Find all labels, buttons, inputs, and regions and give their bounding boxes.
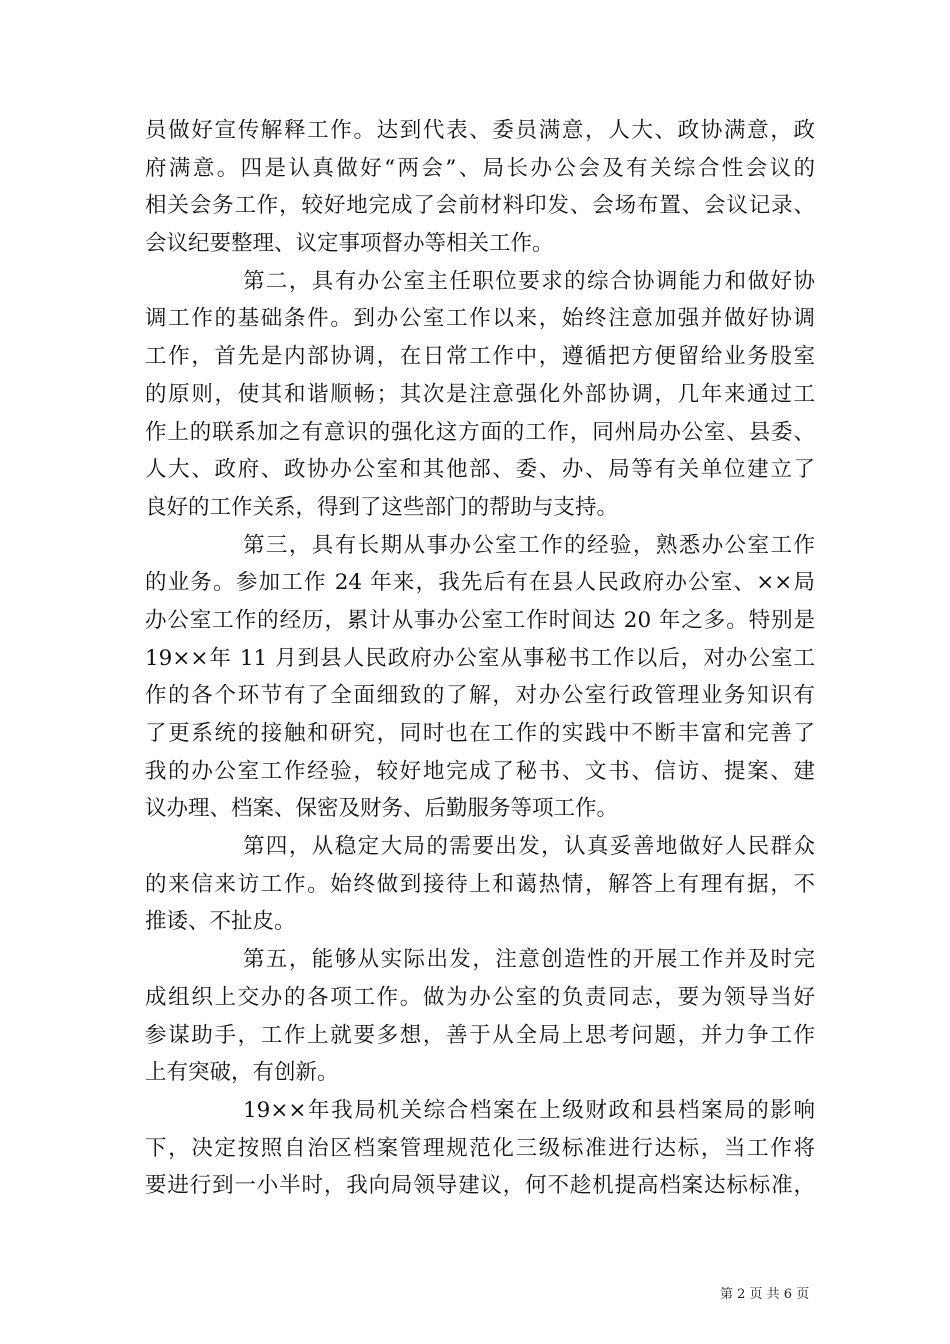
text-line: 作上的联系加之有意识的强化这方面的工作，同州局办公室、县委、 [145,419,815,445]
text-line: 第二，具有办公室主任职位要求的综合协调能力和做好协 [243,268,815,294]
text-line: 了更系统的接触和研究，同时也在工作的实践中不断丰富和完善了 [145,721,815,746]
text-line: 会议纪要整理、议定事项督办等相关工作。 [145,231,554,257]
text-line: 我的办公室工作经验，较好地完成了秘书、文书、信访、提案、建 [145,758,815,784]
text-line: 推诿、不扯皮。 [145,909,296,935]
text-line: 府满意。四是认真做好“两会”、局长办公会及有关综合性会议的 [145,155,815,181]
text-line: 第四，从稳定大局的需要出发，认真妥善地做好人民群众 [243,834,815,860]
text-line: 办公室工作的经历，累计从事办公室工作时间达 20 年之多。特别是 [145,607,815,633]
page-number: 第 2 页 共 6 页 [720,1287,810,1302]
text-line: 的原则，使其和谐顺畅；其次是注意强化外部协调，几年来通过工 [145,381,815,407]
body-text [145,112,815,1205]
text-line: 第三，具有长期从事办公室工作的经验，熟悉办公室工作 [243,532,815,558]
text-line: 工作，首先是内部协调，在日常工作中，遵循把方便留给业务股室 [145,344,815,370]
text-line: 相关会务工作，较好地完成了会前材料印发、会场布置、会议记录、 [145,193,815,219]
text-line: 第五，能够从实际出发，注意创造性的开展工作并及时完 [243,947,815,973]
text-line: 成组织上交办的各项工作。做为办公室的负责同志，要为领导当好 [145,984,815,1010]
text-line: 作的各个环节有了全面细致的了解，对办公室行政管理业务知识有 [145,683,815,709]
text-line: 19××年 11 月到县人民政府办公室从事秘书工作以后，对办公室工 [145,645,815,671]
text-line: 人大、政府、政协办公室和其他部、委、办、局等有关单位建立了 [145,457,815,483]
text-line: 员做好宣传解释工作。达到代表、委员满意，人大、政协满意，政 [145,118,815,143]
text-line: 要进行到一小半时，我向局领导建议，何不趁机提高档案达标标准， [145,1173,815,1199]
text-line: 下，决定按照自治区档案管理规范化三级标准进行达标，当工作将 [145,1135,815,1161]
text-line: 的来信来访工作。始终做到接待上和蔼热情，解答上有理有据，不 [145,871,815,897]
text-line: 调工作的基础条件。到办公室工作以来，始终注意加强并做好协调 [145,306,815,332]
text-line: 的业务。参加工作 24 年来，我先后有在县人民政府办公室、××局 [145,570,815,596]
text-line: 议办理、档案、保密及财务、后勤服务等项工作。 [145,796,619,822]
text-line: 上有突破，有创新。 [145,1060,339,1086]
text-line: 良好的工作关系，得到了这些部门的帮助与支持。 [145,494,619,520]
text-line: 参谋助手，工作上就要多想，善于从全局上思考问题，并力争工作 [145,1022,815,1048]
text-line: 19××年我局机关综合档案在上级财政和县档案局的影响 [243,1097,815,1123]
